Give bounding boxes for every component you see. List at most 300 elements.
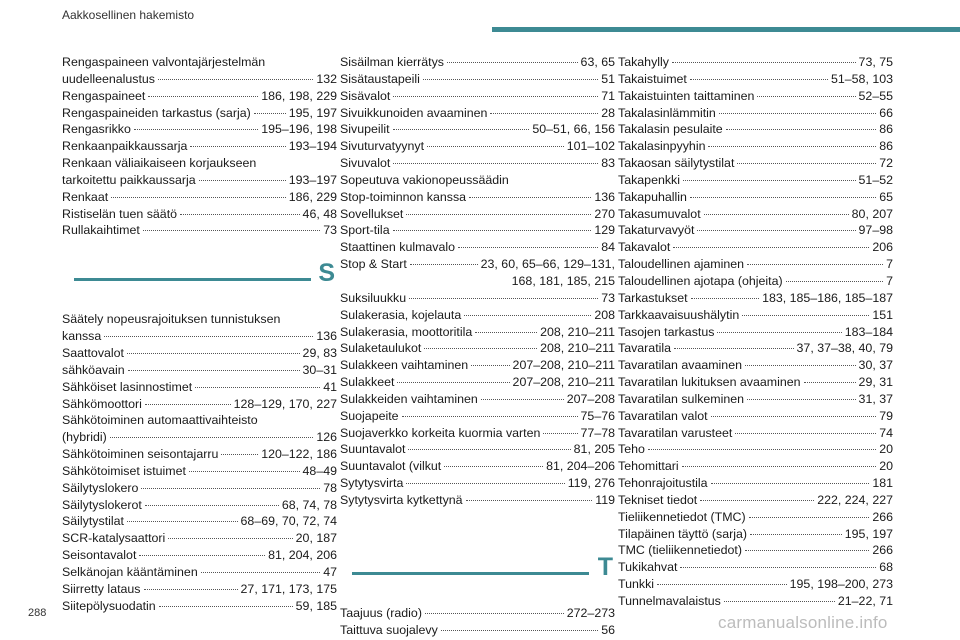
- entry-pages: 75–76: [580, 408, 615, 423]
- dot-leader: [199, 180, 286, 181]
- dot-leader: [747, 264, 883, 265]
- entry-row: [62, 71, 337, 88]
- entry-pages: 195, 197: [844, 526, 893, 541]
- entry-term: Takapenkki: [618, 172, 680, 187]
- entry-row: [618, 155, 893, 172]
- entry-term: Renkaanpaikkaussarja: [62, 139, 188, 154]
- entry-term: Teho: [618, 442, 645, 457]
- entry-term: Tieliikennetiedot (TMC): [618, 509, 746, 524]
- entry-term: Staattinen kulmavalo: [340, 240, 456, 255]
- dot-leader: [719, 113, 876, 114]
- entry-term: Taajuus (radio): [340, 605, 422, 620]
- index-entry: [340, 492, 615, 509]
- entry-pages: 206: [872, 240, 893, 255]
- entry-row: [618, 492, 893, 509]
- index-entry: [340, 605, 615, 622]
- index-entry: [62, 446, 337, 463]
- entry-term: Takahylly: [618, 55, 669, 69]
- index-entry: [618, 206, 893, 223]
- entry-pages: 41: [323, 379, 337, 394]
- entry-pages: 129: [594, 223, 615, 238]
- index-entry: [340, 357, 615, 374]
- entry-pages: 74: [879, 425, 893, 440]
- index-entry: [62, 362, 337, 379]
- entry-term: Taittuva suojalevy: [340, 622, 438, 637]
- entry-row: [618, 425, 893, 442]
- entry-row: [340, 121, 615, 138]
- entry-term: sähköavain: [62, 362, 125, 377]
- entry-row: [340, 605, 615, 622]
- entry-pages: 195, 198–200, 273: [789, 577, 893, 592]
- entry-pages: 207–208: [566, 391, 615, 406]
- dot-leader: [134, 129, 258, 130]
- entry-row: [340, 71, 615, 88]
- dot-leader: [393, 163, 598, 164]
- entry-row: [618, 256, 893, 273]
- entry-term: Suuntavalot (vilkut: [340, 459, 442, 474]
- entry-pages: 119, 276: [567, 476, 615, 491]
- index-entry: [618, 408, 893, 425]
- entry-pages: 66: [879, 105, 893, 120]
- entry-term: Sähkömoottori: [62, 396, 142, 411]
- index-entry: [618, 324, 893, 341]
- entry-term: Sport-tila: [340, 223, 390, 238]
- entry-term: Takapuhallin: [618, 189, 687, 204]
- index-entry: [618, 189, 893, 206]
- dot-leader: [180, 214, 300, 215]
- entry-row: [618, 475, 893, 492]
- entry-row: [62, 513, 337, 530]
- entry-row: [618, 172, 893, 189]
- index-entry: [340, 441, 615, 458]
- entry-text: Renkaan väliaikaiseen korjaukseen: [62, 156, 257, 171]
- entry-pages: 20: [879, 442, 893, 457]
- entry-text: Rengaspaineen valvontajärjestelmän: [62, 55, 266, 69]
- entry-pages: 7: [886, 257, 893, 272]
- entry-row: [340, 408, 615, 425]
- index-entry: [62, 581, 337, 598]
- entry-row: [62, 429, 337, 446]
- index-entry: [340, 425, 615, 442]
- entry-term: (hybridi): [62, 430, 107, 445]
- entry-term: Takalasinlämmitin: [618, 105, 716, 120]
- index-entry: [62, 463, 337, 480]
- entry-row: [618, 71, 893, 88]
- dot-leader: [408, 449, 570, 450]
- dot-leader: [397, 382, 509, 383]
- index-entry: [340, 622, 615, 639]
- entry-term: Takaistuinten taittaminen: [618, 88, 755, 103]
- entry-pages: 119: [595, 492, 615, 507]
- entry-term: Sähköiset lasinnostimet: [62, 379, 193, 394]
- entry-term: Tavaratilan valot: [618, 408, 708, 423]
- entry-row: [618, 509, 893, 526]
- entry-pages: 37, 37–38, 40, 79: [796, 341, 893, 356]
- dot-leader: [158, 79, 313, 80]
- index-entry: [618, 138, 893, 155]
- dot-leader: [423, 79, 598, 80]
- entry-term: Takaistuimet: [618, 71, 687, 86]
- entry-term: Takavalot: [618, 240, 671, 255]
- dot-leader: [711, 416, 877, 417]
- entry-row: [618, 576, 893, 593]
- entry-row: [62, 189, 337, 206]
- index-entry: [618, 340, 893, 357]
- dot-leader: [673, 247, 869, 248]
- entry-term: Tasojen tarkastus: [618, 324, 715, 339]
- dot-leader: [406, 214, 591, 215]
- dot-leader: [757, 96, 855, 97]
- index-entry: [340, 256, 615, 290]
- entry-row: [618, 391, 893, 408]
- entry-term: Suuntavalot: [340, 442, 406, 457]
- dot-leader: [409, 298, 598, 299]
- entry-term: Takaturvavyöt: [618, 223, 695, 238]
- entry-row: [340, 290, 615, 307]
- dot-leader: [735, 433, 876, 434]
- entry-term: Tehonrajoitustila: [618, 476, 708, 491]
- entry-term: Sisävalot: [340, 88, 391, 103]
- entry-pages: 86: [879, 139, 893, 154]
- entry-pages: 151: [872, 307, 893, 322]
- entry-pages: 120–122, 186: [261, 447, 337, 462]
- index-entry: [340, 54, 615, 71]
- entry-term: Ristiselän tuen säätö: [62, 206, 178, 221]
- entry-row: [62, 379, 337, 396]
- dot-leader: [406, 483, 564, 484]
- entry-row: [62, 138, 337, 155]
- entry-term: Sivuikkunoiden avaaminen: [340, 105, 488, 120]
- entry-term: Rengasrikko: [62, 122, 131, 137]
- entry-pages: 27, 171, 173, 175: [240, 581, 337, 596]
- dot-leader: [691, 298, 760, 299]
- index-entry: [340, 391, 615, 408]
- dot-leader: [145, 505, 279, 506]
- entry-term: Siitepölysuodatin: [62, 598, 156, 613]
- entry-row: [618, 206, 893, 223]
- entry-row: [340, 340, 615, 357]
- dot-leader: [683, 180, 856, 181]
- entry-term: uudelleenalustus: [62, 71, 156, 86]
- entry-row: [340, 206, 615, 223]
- entry-term: Stop & Start: [340, 257, 407, 272]
- entry-pages: 7: [886, 273, 893, 288]
- entry-term: Tarkastukset: [618, 290, 688, 305]
- dot-leader: [469, 197, 591, 198]
- entry-row: [618, 222, 893, 239]
- index-entry: [340, 458, 615, 475]
- entry-pages: 83: [601, 156, 615, 171]
- entry-row: [340, 54, 615, 71]
- index-entry: [62, 547, 337, 564]
- entry-row: [618, 189, 893, 206]
- entry-row: [62, 206, 337, 223]
- entry-term: Tavaratilan varusteet: [618, 425, 733, 440]
- dot-leader: [737, 163, 876, 164]
- index-entry: [618, 105, 893, 122]
- entry-pages: 52–55: [858, 88, 893, 103]
- section-rule: [352, 572, 589, 575]
- entry-pages: 46, 48: [302, 206, 337, 221]
- entry-row: [618, 593, 893, 610]
- entry-row: [618, 458, 893, 475]
- entry-row: [62, 345, 337, 362]
- dot-leader: [745, 365, 856, 366]
- index-entry: [340, 408, 615, 425]
- index-entry: [618, 357, 893, 374]
- section-rule: [74, 278, 311, 281]
- entry-pages: 30–31: [302, 362, 337, 377]
- entry-pages: 81, 204, 206: [268, 548, 337, 563]
- entry-row: [340, 256, 615, 273]
- index-entry: [340, 155, 615, 172]
- dot-leader: [393, 230, 592, 231]
- entry-term: Sisätaustapeili: [340, 71, 420, 86]
- dot-leader: [711, 483, 870, 484]
- entry-term: Takaosan säilytystilat: [618, 156, 735, 171]
- entry-pages: 86: [879, 122, 893, 137]
- entry-pages: 183, 185–186, 185–187: [762, 290, 893, 305]
- entry-row: [340, 138, 615, 155]
- dot-leader: [742, 315, 869, 316]
- index-entry: [618, 374, 893, 391]
- entry-term: Suojaverkko korkeita kuormia varten: [340, 425, 541, 440]
- section-letter: S: [318, 259, 335, 288]
- dot-leader: [141, 488, 320, 489]
- entry-pages: 183–184: [844, 324, 893, 339]
- index-entry: [618, 172, 893, 189]
- entry-term: Tarkkaavaisuushälytin: [618, 307, 740, 322]
- dot-leader: [464, 315, 591, 316]
- entry-pages: 208, 210–211: [540, 324, 615, 339]
- entry-row: [618, 340, 893, 357]
- entries: [340, 54, 615, 509]
- dot-leader: [127, 521, 238, 522]
- entry-row: [62, 222, 337, 239]
- entry-pages: 272–273: [566, 605, 615, 620]
- entry-text: Sähkötoiminen automaattivaihteisto: [62, 413, 258, 428]
- entry-pages: 23, 60, 65–66, 129–131,: [480, 257, 615, 272]
- dot-leader: [490, 113, 598, 114]
- entry-pages: 30, 37: [858, 358, 893, 373]
- index-entry: [618, 54, 893, 71]
- index-entry: [618, 458, 893, 475]
- entry-pages: 73: [323, 223, 337, 238]
- entry-pages: 51–58, 103: [830, 71, 893, 86]
- entry-term: Säilytyslokerot: [62, 497, 142, 512]
- index-entry: [62, 396, 337, 413]
- entry-term: Tunkki: [618, 577, 655, 592]
- entry-pages: 186, 198, 229: [261, 88, 337, 103]
- dot-leader: [708, 146, 876, 147]
- entry-term: Rengaspaineiden tarkastus (sarja): [62, 105, 251, 120]
- entry-row: [340, 324, 615, 341]
- entry-row: [62, 362, 337, 379]
- entry-term: Sulakerasia, kojelauta: [340, 307, 462, 322]
- entry-term: TMC (tieliikennetiedot): [618, 543, 742, 558]
- index-entry: [62, 311, 337, 345]
- entry-term: Tavaratilan lukituksen avaaminen: [618, 375, 801, 390]
- index-entry: [340, 88, 615, 105]
- entry-row: [62, 88, 337, 105]
- dot-leader: [648, 449, 876, 450]
- entry-row: [340, 307, 615, 324]
- dot-leader: [690, 197, 876, 198]
- index-entry: [62, 513, 337, 530]
- dot-leader: [672, 62, 856, 63]
- index-entry: [618, 576, 893, 593]
- entry-row: [340, 222, 615, 239]
- entry-term: Sivupeilit: [340, 122, 390, 137]
- dot-leader: [750, 534, 842, 535]
- index-column-1: [62, 54, 337, 614]
- dot-leader: [682, 466, 877, 467]
- entry-pages: 63, 65: [580, 55, 615, 69]
- entry-term: Takasumuvalot: [618, 206, 701, 221]
- entry-row: [618, 526, 893, 543]
- dot-leader: [195, 387, 320, 388]
- entry-term: Taloudellinen ajaminen: [618, 257, 745, 272]
- dot-leader: [697, 230, 855, 231]
- index-entry: [618, 391, 893, 408]
- entry-pages: 181: [872, 476, 893, 491]
- section-letter: T: [597, 552, 613, 581]
- dot-leader: [444, 466, 543, 467]
- entry-row: [618, 374, 893, 391]
- entry-pages: 59, 185: [295, 598, 337, 613]
- entry-pages: 48–49: [302, 463, 337, 478]
- entry-pages-continued: 168, 181, 185, 215: [511, 273, 615, 288]
- dot-leader: [458, 247, 598, 248]
- index-entry: [618, 542, 893, 559]
- dot-leader: [804, 382, 856, 383]
- entry-pages: 28: [601, 105, 615, 120]
- dot-leader: [201, 572, 320, 573]
- index-entry: [62, 345, 337, 362]
- entry-row: [618, 324, 893, 341]
- entry-pages: 266: [872, 509, 893, 524]
- entry-term: Tavaratila: [618, 341, 672, 356]
- entry-row: [618, 239, 893, 256]
- entry-row: [618, 105, 893, 122]
- dot-leader: [690, 79, 828, 80]
- dot-leader: [254, 113, 286, 114]
- entry-row: [618, 542, 893, 559]
- entry-pages: 80, 207: [851, 206, 893, 221]
- entry-term: Tekniset tiedot: [618, 492, 698, 507]
- entry-pages: 84: [601, 240, 615, 255]
- entry-term: Rullakaihtimet: [62, 223, 140, 238]
- entry-term: Sivuvalot: [340, 156, 391, 171]
- index-entry: [340, 222, 615, 239]
- dot-leader: [139, 555, 265, 556]
- dot-leader: [159, 606, 293, 607]
- entry-pages: 51–52: [858, 172, 893, 187]
- entry-pages: 68: [879, 560, 893, 575]
- entry-pages: 77–78: [580, 425, 615, 440]
- entry-term: Sulaketaulukot: [340, 341, 422, 356]
- dot-leader: [104, 336, 313, 337]
- entry-row: [618, 54, 893, 71]
- entry-pages: 222, 224, 227: [817, 492, 893, 507]
- index-entry: [340, 374, 615, 391]
- entry-pages: 126: [316, 430, 337, 445]
- entry-pages: 81, 205: [573, 442, 615, 457]
- entry-row: [618, 138, 893, 155]
- entry-term: Sivuturvatyynyt: [340, 139, 425, 154]
- dot-leader: [466, 500, 593, 501]
- entry-pages: 136: [316, 329, 337, 344]
- entry-pages: 50–51, 66, 156: [532, 122, 615, 137]
- entry-term: Sulakerasia, moottoritila: [340, 324, 473, 339]
- dot-leader: [471, 365, 509, 366]
- dot-leader: [726, 129, 877, 130]
- dot-leader: [425, 613, 564, 614]
- index-entry: [62, 88, 337, 105]
- index-entry: [340, 172, 615, 206]
- dot-leader: [717, 332, 841, 333]
- entry-term: Rengaspaineet: [62, 88, 146, 103]
- index-entry: [340, 71, 615, 88]
- entry-pages: 29, 83: [302, 345, 337, 360]
- index-entry: [340, 138, 615, 155]
- entry-term: Sisäilman kierrätys: [340, 55, 444, 69]
- entry-row: [62, 598, 337, 615]
- dot-leader: [749, 517, 870, 518]
- index-entry: [62, 497, 337, 514]
- entry-row: [62, 480, 337, 497]
- index-entry: [62, 379, 337, 396]
- entry-term: Tavaratilan avaaminen: [618, 358, 742, 373]
- section-header-t: [340, 533, 615, 605]
- entry-row: [340, 105, 615, 122]
- entry-pages: 73, 75: [858, 55, 893, 69]
- entry-term: tarkoitettu paikkaussarja: [62, 172, 196, 187]
- entry-term: Tukikahvat: [618, 560, 678, 575]
- entry-row: [340, 357, 615, 374]
- entry-term: Tehomittari: [618, 459, 679, 474]
- dot-leader: [128, 370, 300, 371]
- entry-row: [340, 374, 615, 391]
- entry-term: Säilytyslokero: [62, 480, 139, 495]
- entry-row: [340, 441, 615, 458]
- entry-term: Sähkötoiminen seisontajarru: [62, 447, 219, 462]
- entry-pages: 101–102: [566, 139, 615, 154]
- dot-leader: [441, 630, 598, 631]
- entry-text: Säätely nopeusrajoituksen tunnistuksen: [62, 312, 281, 327]
- dot-leader: [700, 500, 814, 501]
- entry-row: [62, 497, 337, 514]
- dot-leader: [393, 96, 598, 97]
- entry-row: [62, 105, 337, 122]
- entry-term: Takalasinpyyhin: [618, 139, 706, 154]
- entry-pages: 20, 187: [295, 531, 337, 546]
- entry-term: Renkaat: [62, 189, 109, 204]
- entry-row: [618, 408, 893, 425]
- index-entry: [340, 307, 615, 324]
- entry-pages: 31, 37: [858, 391, 893, 406]
- entry-pages: 51: [601, 71, 615, 86]
- index-entry: [618, 239, 893, 256]
- index-entry: [618, 256, 893, 273]
- index-entry: [618, 593, 893, 610]
- index-entry: [618, 425, 893, 442]
- dot-leader: [168, 538, 292, 539]
- entry-term: Tavaratilan sulkeminen: [618, 391, 745, 406]
- entry-row: [62, 121, 337, 138]
- entry-term: Seisontavalot: [62, 548, 137, 563]
- entry-pages: 270: [594, 206, 615, 221]
